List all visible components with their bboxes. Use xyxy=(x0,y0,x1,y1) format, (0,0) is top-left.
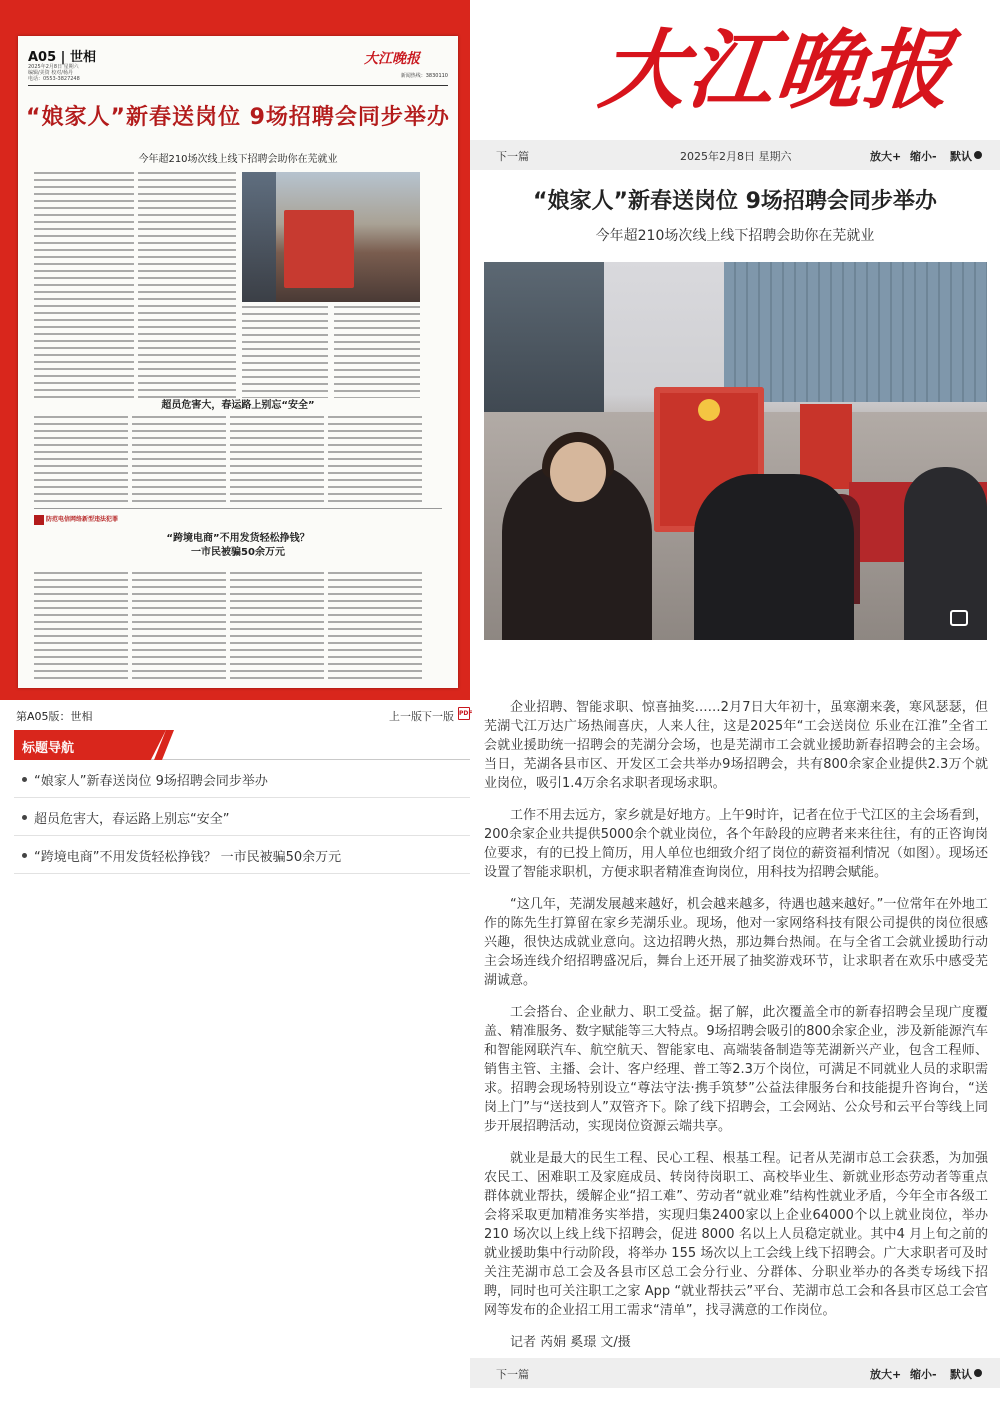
page-photo-banner xyxy=(284,210,354,288)
page-footer-nav xyxy=(10,706,473,726)
article-title: “娘家人”新春送岗位 9场招聘会同步举办 xyxy=(533,189,937,214)
page-date-line: 2025年2月8日 星期六 xyxy=(28,64,79,70)
next-article-link[interactable]: 下一篇 xyxy=(496,150,529,163)
page-text-block xyxy=(328,416,422,504)
page-brand xyxy=(34,514,118,525)
page-headline: “娘家人”新春送岗位 9场招聘会同步举办 xyxy=(26,105,450,130)
page-text-block xyxy=(328,572,422,680)
headline-nav-item[interactable] xyxy=(14,798,470,836)
pdf-icon[interactable]: PDF xyxy=(458,707,470,720)
page-text-block xyxy=(242,306,328,398)
page-text-block xyxy=(132,572,226,680)
page-text-block xyxy=(138,172,236,398)
page-divider xyxy=(34,508,442,509)
photo-person-head xyxy=(550,442,606,502)
headline-nav-item-label: “跨境电商”不用发货轻松挣钱？ 一市民被骗50余万元 xyxy=(34,850,342,865)
masthead-logo: 大江晚报 xyxy=(594,20,958,121)
article-body xyxy=(484,698,988,1365)
article-paragraph: 就业是最大的民生工程、民心工程、根基工程。记者从芜湖市总工会获悉，为加强农民工、困难职工及家庭成员、转岗待岗职工、高校毕业生、新就业形态劳动者等重点群体就业帮扶，缓解企业“招工难”、劳动者“就业难”结构性就业矛盾，今年全市各级工会将采取更加精准务实举措，实现归集2400家以上企业64000个以上就业岗位，举办 210 场次以上线上线下招聘会，促进 8000 名以上人员稳定就业。其中4 月上旬之前的就业援助集中行动阶段，将举办 155 场次以上工会线上线下招聘会。广大求职者可及时关注芜湖市总工会及各县市区总工会分行业、分群体、分职业举办的各类专场线下招聘，同时也可关注职工之家 App “就业帮扶云”平台、芜湖市总工会和各县市区总工会官网等发布的企业招工用工需求“清单”，找寻满意的工作岗位。 xyxy=(484,1151,988,1318)
newspaper-page-thumbnail[interactable] xyxy=(18,36,458,688)
zoom-in-button[interactable]: 放大+ xyxy=(870,150,902,163)
next-article-link[interactable]: 下一篇 xyxy=(496,1368,529,1381)
photo-person xyxy=(694,474,854,640)
article-paragraph: “这几年，芜湖发展越来越好，机会越来越多，待遇也越来越好。”一位常年在外地工作的陈先生打算留在家乡芜湖乐业。现场，他对一家网络科技有限公司提供的岗位很感兴趣，很快达成就业意向。这边招聘火热，那边舞台热闹。在与全省工会就业援助行动主会场连线介绍招聘盛况后，舞台上还开展了抽奖游戏环节，让求职者在欢乐中感受芜湖诚意。 xyxy=(484,897,988,988)
left-column xyxy=(0,0,473,1403)
page-section-title-line: “跨境电商”不用发货轻松挣钱？ xyxy=(166,533,310,544)
article-paragraph: 企业招聘、智能求职、惊喜抽奖……2月7日大年初十，虽寒潮来袭，寒风瑟瑟，但芜湖弋江万达广场热闹喜庆，人来人往，这是2025年“工会送岗位 乐业在江淮”全省工会就业援助统一招聘会的芜湖分会场，也是芜湖市工会就业援助新春招聘会的主会场。当日，芜湖各县市区、开发区工会共举办9场招聘会，共有800余家企业提供2.3万个就业岗位，吸引1.4万余名求职者现场求职。 xyxy=(484,700,988,791)
headline-nav-item[interactable] xyxy=(14,760,470,798)
bullet-icon xyxy=(22,815,27,820)
newspaper-page-frame xyxy=(0,0,470,700)
brand-mark-icon xyxy=(34,515,44,525)
page-phone: 电话：0553-3827248 xyxy=(28,76,80,82)
edition-label: 第A05版：世相 xyxy=(16,710,93,723)
page-section-title-line: 一市民被骗50余万元 xyxy=(191,547,285,558)
zoom-out-button[interactable]: 缩小- xyxy=(910,150,937,163)
photo-building-left xyxy=(484,262,604,412)
page-section-title xyxy=(18,532,458,560)
default-dot-icon[interactable] xyxy=(974,151,982,159)
headline-nav-item[interactable] xyxy=(14,836,470,874)
photo-building-right xyxy=(724,262,987,402)
page-date xyxy=(28,64,88,82)
page-text-block xyxy=(230,416,324,504)
photo-person xyxy=(502,462,652,640)
page-text-block xyxy=(34,572,128,680)
bullet-icon xyxy=(22,777,27,782)
issue-date: 2025年2月8日 星期六 xyxy=(680,150,792,163)
default-size-button[interactable]: 默认 xyxy=(950,150,972,163)
page-text-block xyxy=(34,172,134,398)
default-dot-icon[interactable] xyxy=(974,1369,982,1377)
page-section-title: 超员危害大，春运路上别忘“安全” xyxy=(161,400,315,411)
article-photo xyxy=(484,262,987,640)
page-text-block xyxy=(132,416,226,504)
page-hotline: 新闻热线：3830110 xyxy=(400,73,448,79)
page-photo-building xyxy=(242,172,276,302)
headline-nav-item-label: 超员危害大，春运路上别忘“安全” xyxy=(34,812,230,827)
default-size-button[interactable]: 默认 xyxy=(950,1368,972,1381)
page-text-block xyxy=(334,306,420,398)
article-paragraph: 工作不用去远方，家乡就是好地方。上午9时许，记者在位于弋江区的主会场看到，200余家企业共提供5000余个就业岗位，各个年龄段的应聘者来来往往，有的正咨询岗位要求，有的已投上简历，用人单位也细致介绍了岗位的薪资福利情况（如图）。现场还设置了智能求职机，方便求职者精准查询岗位，用科技为招聘会赋能。 xyxy=(484,808,988,880)
article-paragraph: 工会搭台、企业献力、职工受益。据了解，此次覆盖全市的新春招聘会呈现广度覆盖、精准服务、数字赋能等三大特点。9场招聘会吸引的800余家企业，涉及新能源汽车和智能网联汽车、航空航天、智能家电、高端装备制造等芜湖新兴产业，包含工程师、销售主管、主播、会计、客户经理、普工等2.3万个岗位，可满足不同就业人员的求职需求。招聘会现场特别设立“尊法守法·携手筑梦”公益法律服务台和技能提升咨询台，“送岗上门”与“送技到人”双管齐下。除了线下招聘会，工会网站、公众号和云平台等线上同步开展招聘活动，实现岗位资源云端共享。 xyxy=(484,1005,988,1134)
page-editors: 编辑/美资 校对/杨丹 xyxy=(28,70,73,76)
zoom-in-button[interactable]: 放大+ xyxy=(870,1368,902,1381)
article-toolbar-bottom xyxy=(470,1358,1000,1388)
article-toolbar-top xyxy=(470,140,1000,170)
headline-nav-header xyxy=(14,730,470,760)
page-header xyxy=(28,46,448,86)
article-subtitle: 今年超210场次线上线下招聘会助你在芜就业 xyxy=(595,228,875,244)
page-logo: 大江晚报 xyxy=(364,51,420,67)
photo-person xyxy=(904,467,987,640)
page-photo xyxy=(242,172,420,302)
headline-nav-item-label: “娘家人”新春送岗位 9场招聘会同步举办 xyxy=(34,774,268,789)
page-brand-text: 防范电信网络新型违法犯罪 xyxy=(46,516,119,523)
page-subheadline: 今年超210场次线上线下招聘会助你在芜就业 xyxy=(138,154,338,165)
page-text-block xyxy=(34,416,128,504)
next-page-link[interactable]: 下一版 xyxy=(421,710,454,723)
article-byline: 记者 芮娟 奚璟 文/摄 xyxy=(510,1335,631,1350)
image-view-icon[interactable] xyxy=(950,610,968,626)
bullet-icon xyxy=(22,853,27,858)
zoom-out-button[interactable]: 缩小- xyxy=(910,1368,937,1381)
prev-page-link[interactable]: 上一版 xyxy=(389,710,422,723)
page-text-block xyxy=(230,572,324,680)
union-emblem-icon xyxy=(698,399,720,421)
headline-nav-title: 标题导航 xyxy=(22,741,75,756)
page-edition: A05 | 世相 xyxy=(28,50,96,65)
